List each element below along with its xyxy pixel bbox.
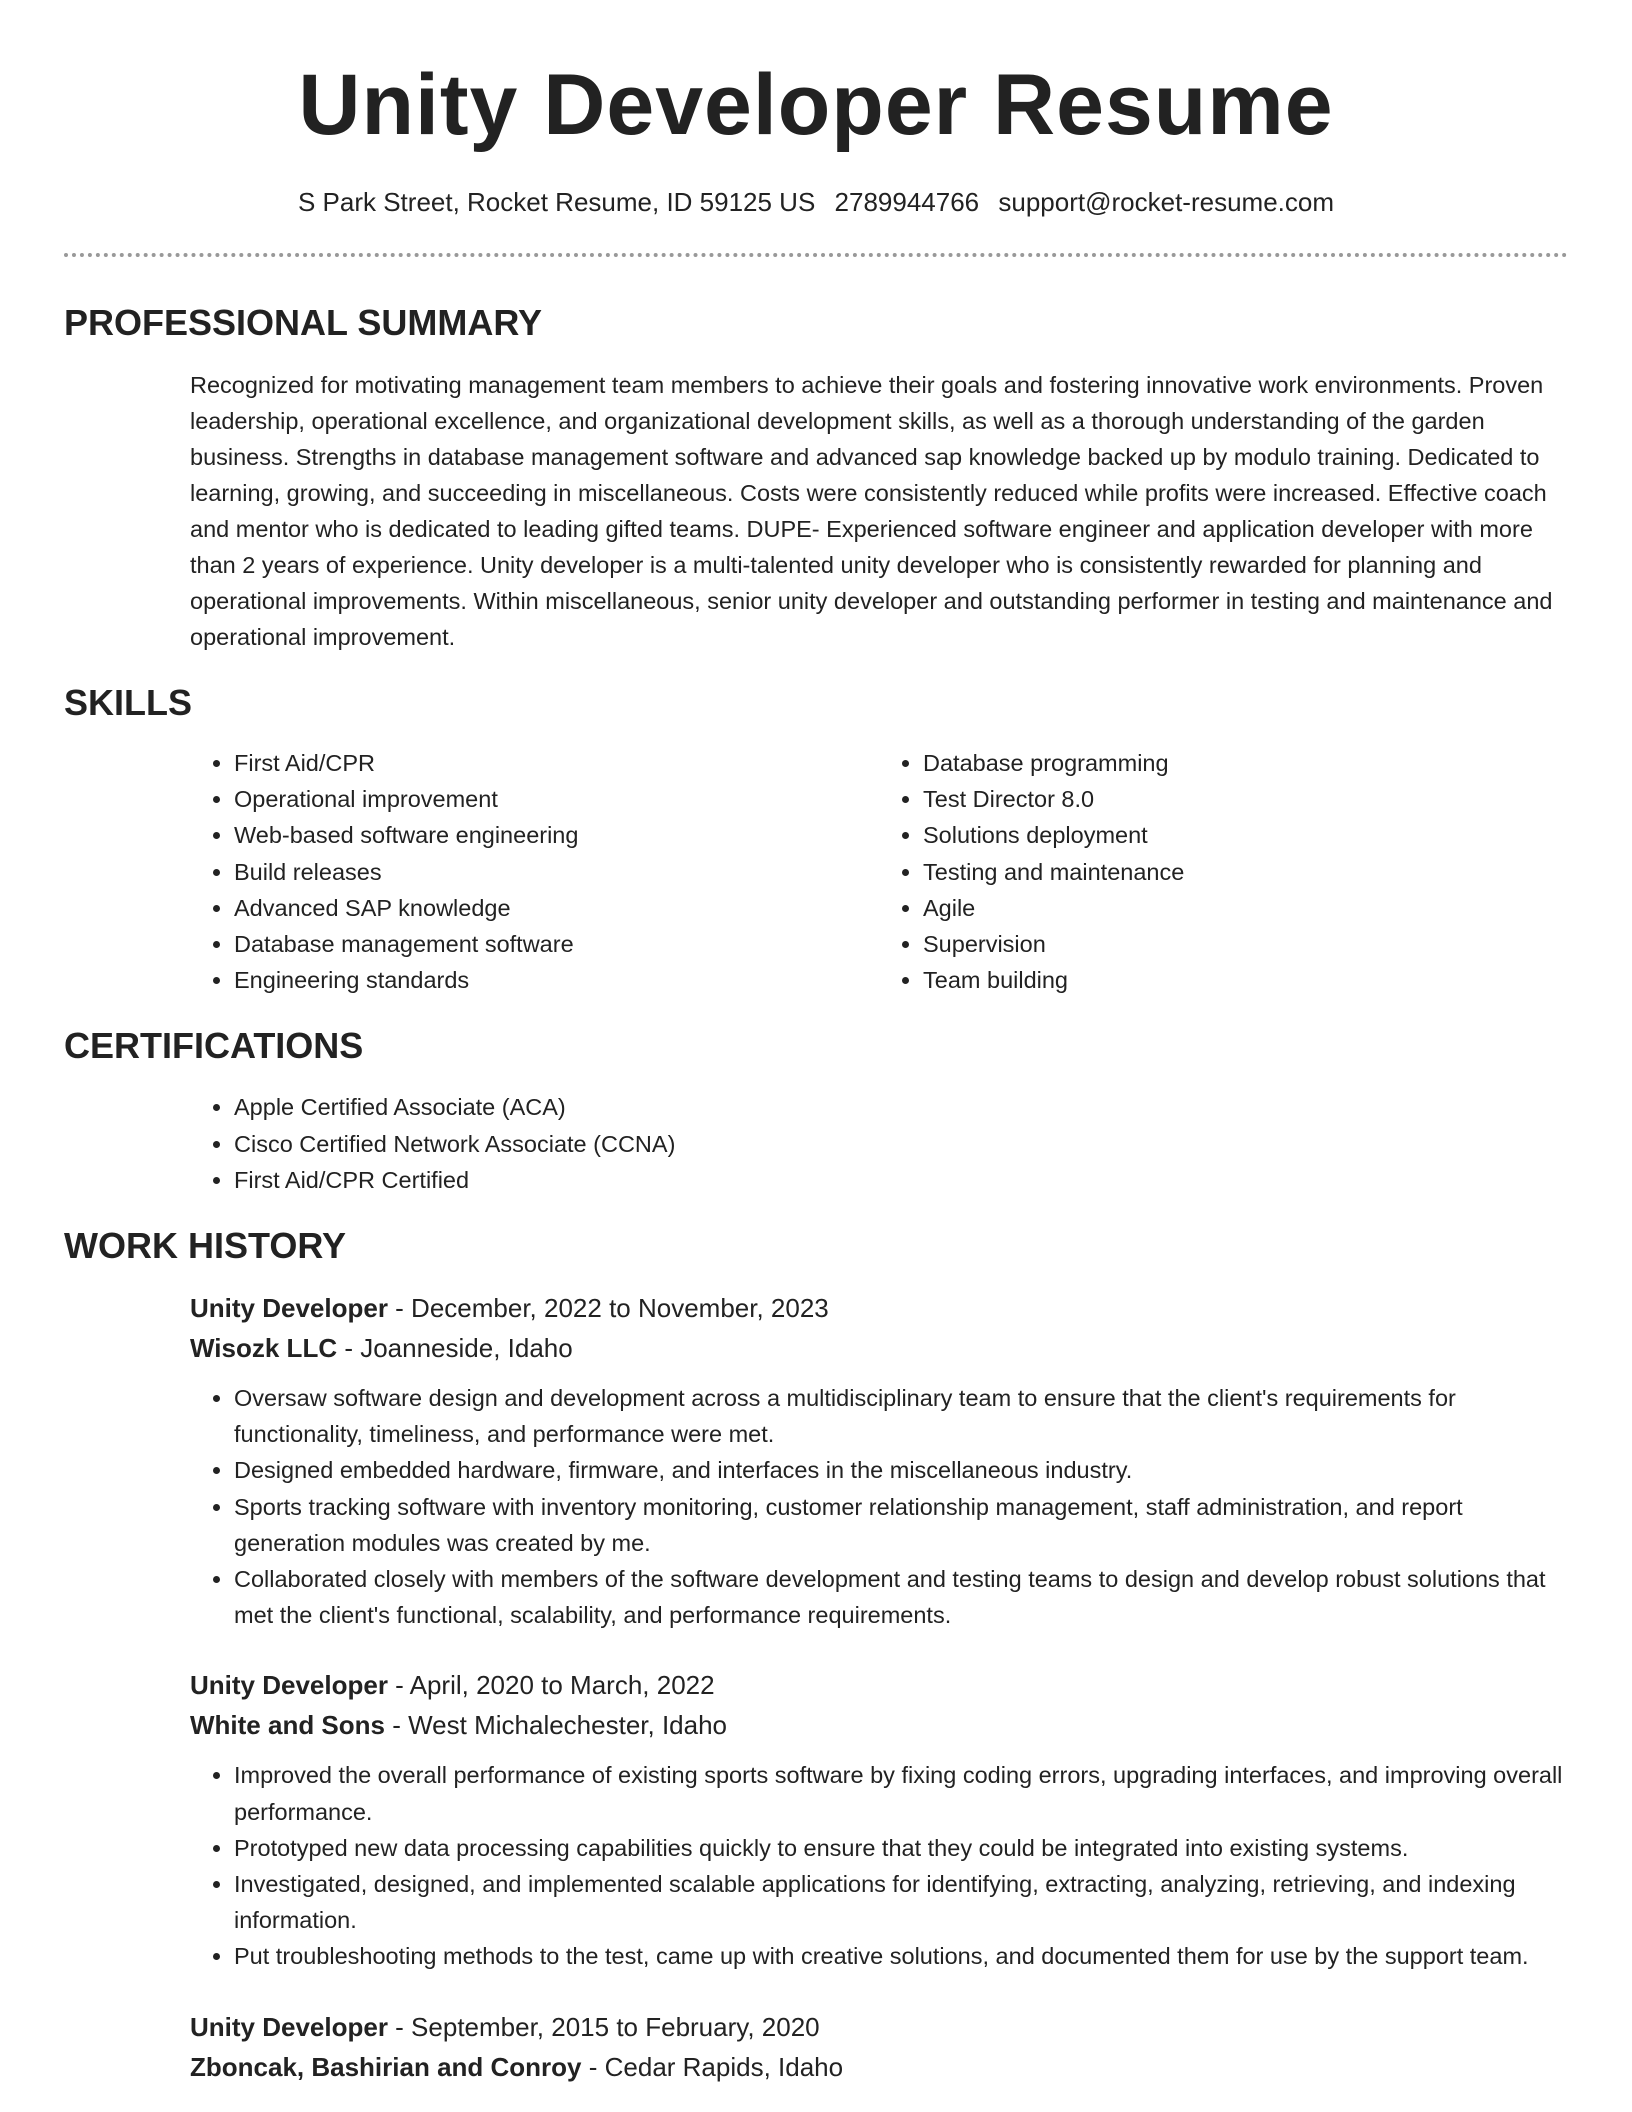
job-role-line bbox=[190, 1665, 1568, 1705]
skill-item: • Build releases bbox=[234, 854, 879, 890]
skills-left-list bbox=[190, 745, 879, 998]
job-bullet: • Put troubleshooting methods to the test, came up with creative solutions, and documented them for use by the support team. bbox=[234, 1938, 1568, 1974]
skill-item: • Agile bbox=[923, 890, 1568, 926]
job-dates: - April, 2020 to March, 2022 bbox=[387, 1670, 715, 1701]
job-company: Wisozk LLC bbox=[190, 1333, 338, 1364]
job-bullet: • Investigated, designed, and implemented scalable applications for identifying, extracting, analyzing, retrieving, and indexing information. bbox=[234, 1866, 1568, 1938]
contact-line bbox=[64, 186, 1568, 218]
resume-page bbox=[64, 0, 1568, 2087]
skill-item: • Team building bbox=[923, 962, 1568, 998]
skill-item: • Advanced SAP knowledge bbox=[234, 890, 879, 926]
skill-item: • Supervision bbox=[923, 926, 1568, 962]
summary-heading: PROFESSIONAL SUMMARY bbox=[64, 302, 543, 343]
contact-phone: 2789944766 bbox=[834, 187, 980, 217]
job-bullet: • Designed embedded hardware, firmware, and interfaces in the miscellaneous industry. bbox=[234, 1452, 1568, 1488]
job-company: White and Sons bbox=[190, 1710, 385, 1741]
skill-item: • Database management software bbox=[234, 926, 879, 962]
certifications-heading: CERTIFICATIONS bbox=[64, 1025, 364, 1067]
skill-item: • First Aid/CPR bbox=[234, 745, 879, 781]
summary-text: Recognized for motivating management team members to achieve their goals and fostering innovative work environments. Proven leadership, operational excellence, and organizational development skills, as well as a thorough understanding of the garden business. Strengths in database management software and advanced sap knowledge backed up by modulo training. Dedicated to learning, growing, and succeeding in miscellaneous. Costs were consistently reduced while profits were increased. Effective coach and mentor who is dedicated to leading gifted teams. DUPE- Experienced software engineer and application developer with more than 2 years of experience. Unity developer is a multi-talented unity developer who is consistently rewarded for planning and operational improvements. Within miscellaneous, senior unity developer and outstanding performer in testing and maintenance and operational improvement. bbox=[190, 372, 1553, 650]
job-role: Unity Developer bbox=[190, 1670, 388, 1701]
job-bullet: • Prototyped new data processing capabilities quickly to ensure that they could be integrated into existing systems. bbox=[234, 1830, 1568, 1866]
certifications-list bbox=[190, 1089, 1568, 1198]
job-entry bbox=[190, 2007, 1568, 2087]
job-entry bbox=[190, 1288, 1568, 1633]
skill-item: • Test Director 8.0 bbox=[923, 781, 1568, 817]
skill-item: • Operational improvement bbox=[234, 781, 879, 817]
certification-item: • Apple Certified Associate (ACA) bbox=[234, 1089, 1568, 1125]
job-bullet: • Collaborated closely with members of the software development and testing teams to design and develop robust solutions that met the client's functional, scalability, and performance requirements. bbox=[234, 1561, 1568, 1633]
skill-item: • Testing and maintenance bbox=[923, 854, 1568, 890]
job-role: Unity Developer bbox=[190, 1293, 388, 1324]
skill-item: • Engineering standards bbox=[234, 962, 879, 998]
skill-item: • Web-based software engineering bbox=[234, 817, 879, 853]
work-history-heading: WORK HISTORY bbox=[64, 1225, 347, 1267]
certification-item: • Cisco Certified Network Associate (CCNA) bbox=[234, 1126, 1568, 1162]
certification-item: • First Aid/CPR Certified bbox=[234, 1162, 1568, 1198]
skill-item: • Database programming bbox=[923, 745, 1568, 781]
job-location: - Cedar Rapids, Idaho bbox=[581, 2051, 844, 2082]
job-bullet: • Sports tracking software with inventory monitoring, customer relationship management, staff administration, and report generation modules was created by me. bbox=[234, 1489, 1568, 1561]
job-bullet: • Oversaw software design and development across a multidisciplinary team to ensure that the client's requirements for functionality, timeliness, and performance were met. bbox=[234, 1380, 1568, 1452]
job-company-line bbox=[190, 1328, 1568, 1368]
job-role-line bbox=[190, 1288, 1568, 1328]
job-company-line bbox=[190, 1705, 1568, 1745]
skills-columns bbox=[190, 745, 1568, 998]
job-role-line bbox=[190, 2007, 1568, 2047]
job-dates: - December, 2022 to November, 2023 bbox=[387, 1293, 829, 1324]
header-divider bbox=[64, 253, 1568, 257]
job-bullets bbox=[190, 1757, 1568, 1974]
job-company-line bbox=[190, 2047, 1568, 2087]
job-company: Zboncak, Bashirian and Conroy bbox=[190, 2051, 582, 2082]
skills-right-list bbox=[879, 745, 1568, 998]
job-location: - West Michalechester, Idaho bbox=[385, 1710, 728, 1741]
job-bullet: • Improved the overall performance of existing sports software by fixing coding errors, upgrading interfaces, and improving overall performance. bbox=[234, 1757, 1568, 1829]
job-bullets bbox=[190, 1380, 1568, 1633]
job-location: - Joanneside, Idaho bbox=[337, 1333, 573, 1364]
contact-address: S Park Street, Rocket Resume, ID 59125 US bbox=[297, 187, 816, 217]
contact-email: support@rocket-resume.com bbox=[998, 187, 1335, 217]
job-dates: - September, 2015 to February, 2020 bbox=[387, 2011, 820, 2042]
resume-title: Unity Developer Resume bbox=[298, 57, 1334, 153]
skill-item: • Solutions deployment bbox=[923, 817, 1568, 853]
job-role: Unity Developer bbox=[190, 2011, 388, 2042]
skills-heading: SKILLS bbox=[64, 682, 193, 723]
job-entry bbox=[190, 1665, 1568, 1974]
